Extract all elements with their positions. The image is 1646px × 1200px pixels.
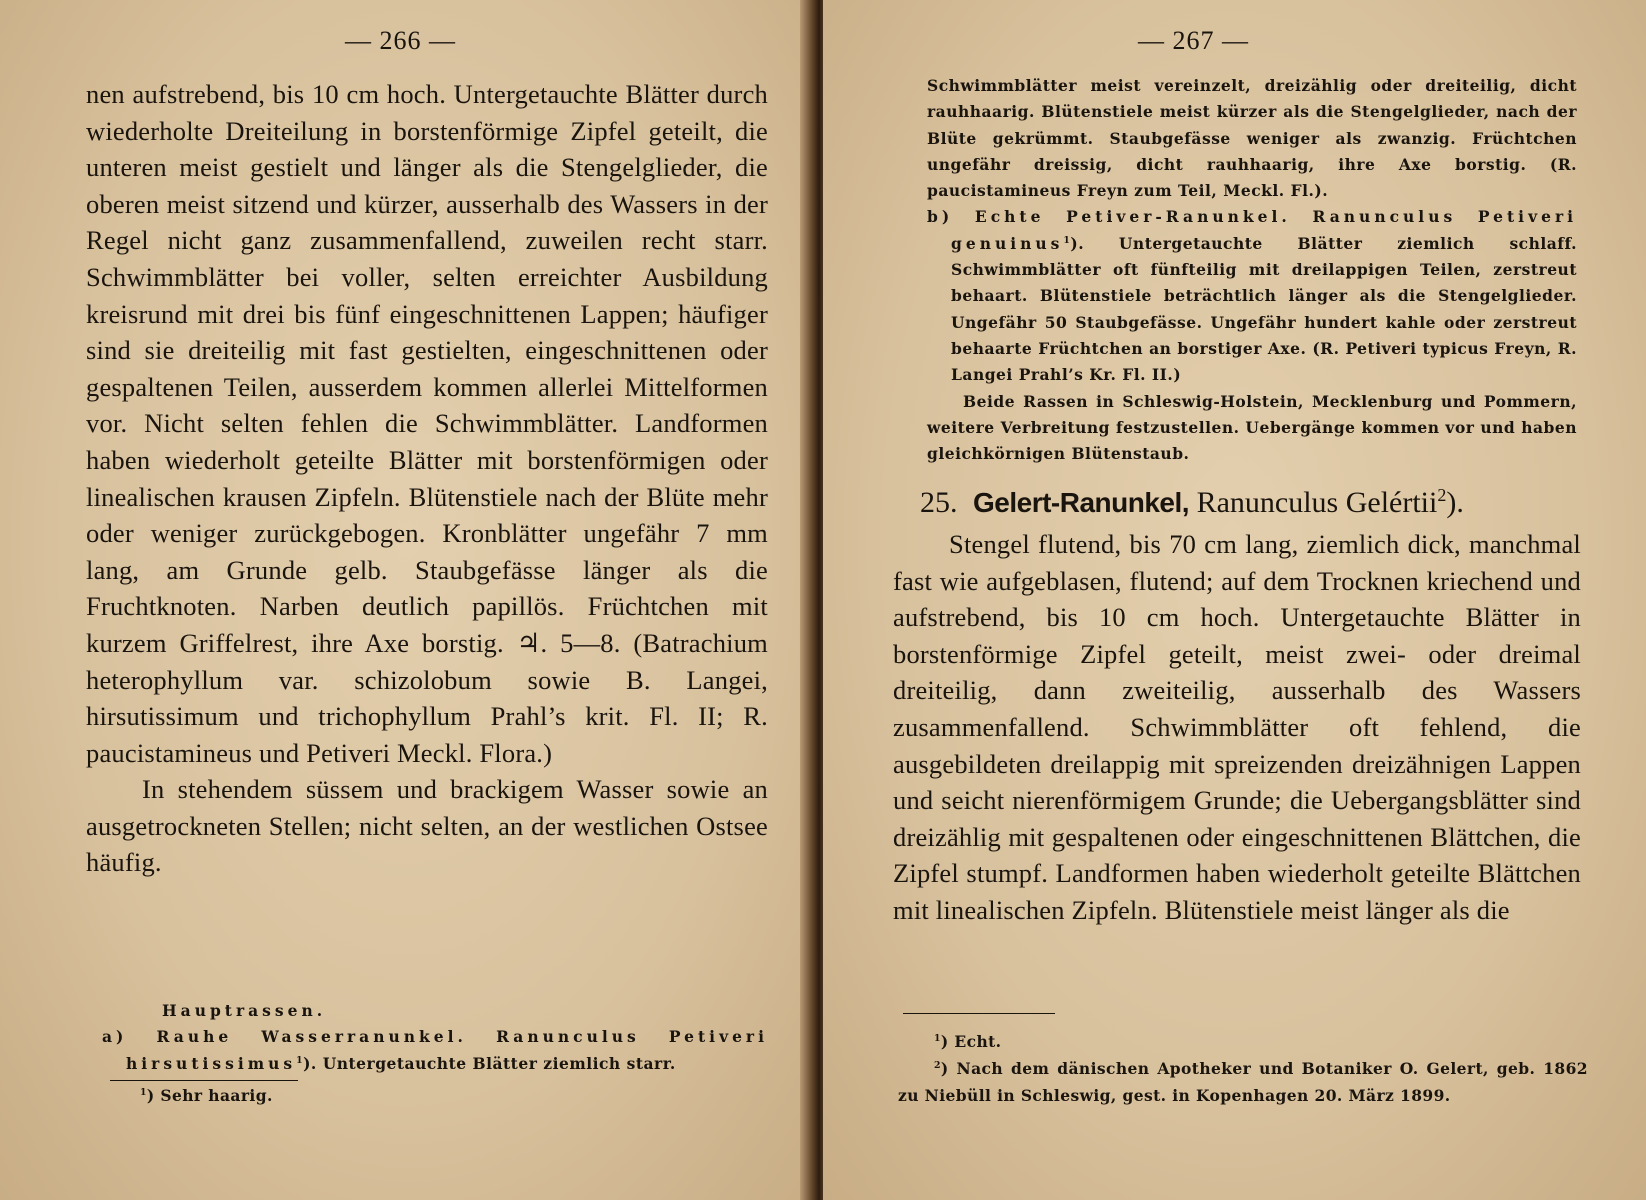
species-heading-end: ). — [1446, 486, 1464, 519]
section-heading: Hauptrassen. — [162, 1001, 327, 1020]
species-number: 25. — [920, 486, 958, 519]
race-b-text: ). Untergetauchte Blätter ziemlich schlaff. Schwimmblätter oft fünfteilig mit dreilappigen Teilen, zerstreut behaart. Blütenstiele beträchtlich länger als die Stengelglieder. Ungefähr 50 Staubgefässe. Ungefähr hundert kahle oder zerstreut behaarte Früchtchen an borstiger Axe. (R. Petiveri typicus Freyn, R. Langei Prahl’s Kr. Fl. II.) — [951, 233, 1577, 385]
races-section-continued — [927, 73, 1577, 467]
race-a-label: a) Rauhe Wasserranunkel. Ranunculus Petiveri hirsutissimus — [102, 1027, 768, 1073]
left-page — [0, 0, 815, 1200]
race-b-entry — [927, 204, 1577, 388]
paragraph: Stengel flutend, bis 70 cm lang, ziemlich dick, manchmal fast wie aufgeblasen, flutend; auf dem Trocknen kriechend und aufstrebend, bis 10 cm hoch. Untergetauchte Blätter in borstenförmige Zipfel geteilt, meist zwei- oder dreimal dreiteilig, dann zweiteilig, ausserhalb des Wassers zusammenfallend. Schwimmblätter oft fehlend, die ausgebildeten dreilappig mit spreizenden dreizähnigen Lappen und seicht nierenförmigem Grunde; die Uebergangsblätter sind dreizählig mit gespaltenen oder eingeschnittenen Blättchen, die Zipfel stumpf. Landformen haben wiederholt geteilte Blättchen mit linealischen Zipfeln. Blütenstiele meist länger als die — [893, 529, 1581, 925]
footnote-text: ) Nach dem dänischen Apotheker und Botaniker O. Gelert, geb. 1862 zu Niebüll in Schleswig, gest. in Kopenhagen 20. März 1899. — [898, 1059, 1588, 1105]
page-number: — 266 — — [345, 26, 456, 55]
footnotes — [898, 1028, 1588, 1109]
footnote-marker: 2 — [934, 1059, 941, 1071]
footnote — [898, 1028, 1588, 1055]
footnotes — [140, 1082, 760, 1109]
right-page — [823, 0, 1646, 1200]
footnote-marker: 1 — [140, 1086, 147, 1098]
footnote — [898, 1055, 1588, 1109]
footnote-ref: 1 — [296, 1054, 304, 1066]
distribution-note: Beide Rassen in Schleswig-Holstein, Mecklenburg und Pommern, weitere Verbreitung festzustellen. Uebergänge kommen vor und haben gleichkörnigen Blütenstaub. — [927, 391, 1577, 464]
paragraph: In stehendem süssem und brackigem Wasser sowie an ausgetrockneten Stellen; nicht selten, an der westlichen Ostsee häufig. — [86, 774, 768, 878]
race-a-continued: Schwimmblätter meist vereinzelt, dreizählig oder dreiteilig, dicht rauhhaarig. Blütenstiele meist kürzer als die Stengelglieder, nach der Blüte gekrümmt. Staubgefässe weniger als zwanzig. Früchtchen ungefähr dreissig, dicht rauhhaarig, ihre Axe borstig. (R. paucistamineus Freyn zum Teil, Meckl. Fl.). — [927, 76, 1577, 201]
race-b-label: b) Echte Petiver-Ranunkel. Ranunculus Petiveri genuinus — [927, 207, 1577, 253]
footnote — [140, 1082, 760, 1109]
footnote-ref: 1 — [1063, 234, 1071, 246]
footnote-rule — [110, 1080, 298, 1081]
paragraph: nen aufstrebend, bis 10 cm hoch. Untergetauchte Blätter durch wiederholte Dreiteilung in borstenförmige Zipfel geteilt, die unteren meist gestielt und länger als die Stengelglieder, die oberen meist sitzend und kürzer, ausserhalb des Wassers in der Regel nicht ganz zusammenfallend, zuweilen recht starr. Schwimmblätter bei voller, selten erreichter Ausbildung kreisrund mit drei bis fünf eingeschnittenen Lappen; häufiger sind sie dreiteilig mit fast gestielten, eingeschnittenen oder gespaltenen Teilen, ausserdem kommen allerlei Mittelformen vor. Nicht selten fehlen die Schwimmblätter. Landformen haben wiederholt geteilte Blätter mit borstenförmigen oder linealischen krausen Zipfeln. Blütenstiele nach der Blüte mehr oder weniger zurückgebogen. Kronblätter ungefähr 7 mm lang, am Grunde gelb. Staubgefässe länger als die Fruchtknoten. Narben deutlich papillös. Früchtchen mit kurzem Griffelrest, ihre Axe borstig. ♃. 5—8. (Batrachium heterophyllum var. schizolobum sowie B. Langei, hirsutissimum und trichophyllum Prahl’s krit. Fl. II; R. paucistamineus und Petiveri Meckl. Flora.) — [86, 79, 768, 768]
species-heading — [920, 485, 1600, 521]
footnote-text: ) Echt. — [940, 1032, 1002, 1051]
footnote-text: ) Sehr haarig. — [146, 1086, 273, 1105]
race-a-text: ). Untergetauchte Blätter ziemlich starr. — [303, 1053, 676, 1073]
species-common-name: Gelert-Ranunkel, — [973, 487, 1190, 518]
footnote-ref: 2 — [1437, 485, 1447, 505]
race-a-entry — [102, 1024, 768, 1077]
main-text — [893, 526, 1581, 929]
page-number: — 267 — — [1138, 26, 1249, 55]
species-latin-name: Ranunculus Gelértii — [1196, 486, 1438, 519]
races-section — [102, 998, 768, 1077]
footnote-marker: 1 — [934, 1032, 941, 1044]
footnote-rule — [903, 1013, 1055, 1014]
main-text — [86, 76, 768, 881]
